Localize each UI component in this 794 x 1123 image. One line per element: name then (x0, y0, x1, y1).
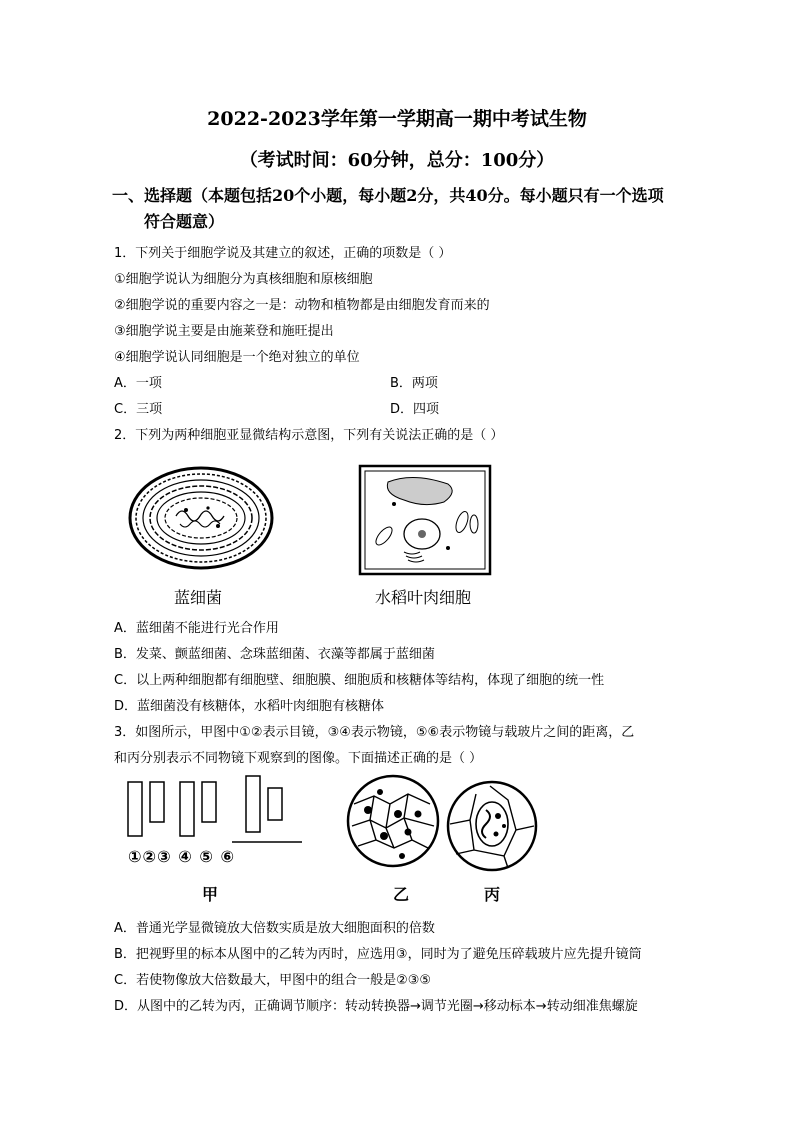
rice-leaf-cell-label: 水稻叶肉细胞 (375, 588, 472, 607)
q1-option-c: C．三项 (114, 402, 163, 417)
q3-option-a: A．普通光学显微镜放大倍数实质是放大细胞面积的倍数 (114, 921, 435, 936)
q3-stem-line1: 3．如图所示，甲图中①②表示目镜，③④表示物镜，⑤⑥表示物镜与载玻片之间的距离，乙 (114, 725, 635, 740)
q1-item-1: ①细胞学说认为细胞分为真核细胞和原核细胞 (114, 272, 373, 287)
q2-option-c: C．以上两种细胞都有细胞壁、细胞膜、细胞质和核糖体等结构，体现了细胞的统一性 (114, 673, 605, 688)
q2-option-b: B．发菜、颤蓝细菌、念珠蓝细菌、衣藻等都属于蓝细菌 (114, 647, 435, 662)
q1-item-3: ③细胞学说主要是由施莱登和施旺提出 (114, 324, 334, 339)
q2-option-a: A．蓝细菌不能进行光合作用 (114, 621, 279, 636)
q1-option-a: A．一项 (114, 376, 162, 391)
q1-option-b: B．两项 (390, 376, 438, 391)
figure-label-yi: 乙 (393, 885, 410, 904)
cyanobacteria-figure (128, 466, 274, 570)
q1-option-d: D．四项 (390, 402, 440, 417)
exam-info: （考试时间：60分钟，总分：100分） (239, 150, 555, 171)
figure-label-jia: 甲 (202, 885, 219, 904)
view-bing-figure (446, 780, 538, 872)
q3-option-b: B．把视野里的标本从图中的乙转为丙时，应选用③，同时为了避免压碎载玻片应先提升镜筒 (114, 947, 642, 962)
q3-option-d: D．从图中的乙转为丙，正确调节顺序：转动转换器→调节光圈→移动标本→转动细准焦螺旋 (114, 999, 638, 1014)
figure-label-bing: 丙 (484, 885, 501, 904)
section-heading-line2: 符合题意） (144, 212, 225, 231)
microscope-lens-figure (120, 774, 304, 844)
rice-leaf-cell-figure (358, 464, 492, 576)
cyanobacteria-label: 蓝细菌 (174, 588, 223, 607)
q1-item-4: ④细胞学说认同细胞是一个绝对独立的单位 (114, 350, 360, 365)
q3-option-c: C．若使物像放大倍数最大，甲图中的组合一般是②③⑤ (114, 973, 432, 988)
q2-stem: 2．下列为两种细胞亚显微结构示意图，下列有关说法正确的是（ ） (114, 428, 504, 443)
page-title: 2022-2023学年第一学期高一期中考试生物 (207, 108, 587, 130)
view-yi-figure (346, 774, 440, 868)
section-heading (112, 183, 712, 235)
q2-option-d: D．蓝细菌没有核糖体，水稻叶肉细胞有核糖体 (114, 699, 385, 714)
section-heading-line1: 一、选择题（本题包括20个小题，每小题2分，共40分。每小题只有一个选项 (112, 186, 664, 205)
q1-item-2: ②细胞学说的重要内容之一是：动物和植物都是由细胞发育而来的 (114, 298, 490, 313)
lens-numbers: ①②③ ④ ⑤ ⑥ (128, 847, 235, 866)
q3-stem-line2: 和丙分别表示不同物镜下观察到的图像。下面描述正确的是（ ） (114, 751, 483, 766)
q1-stem: 1．下列关于细胞学说及其建立的叙述，正确的项数是（ ） (114, 246, 452, 261)
